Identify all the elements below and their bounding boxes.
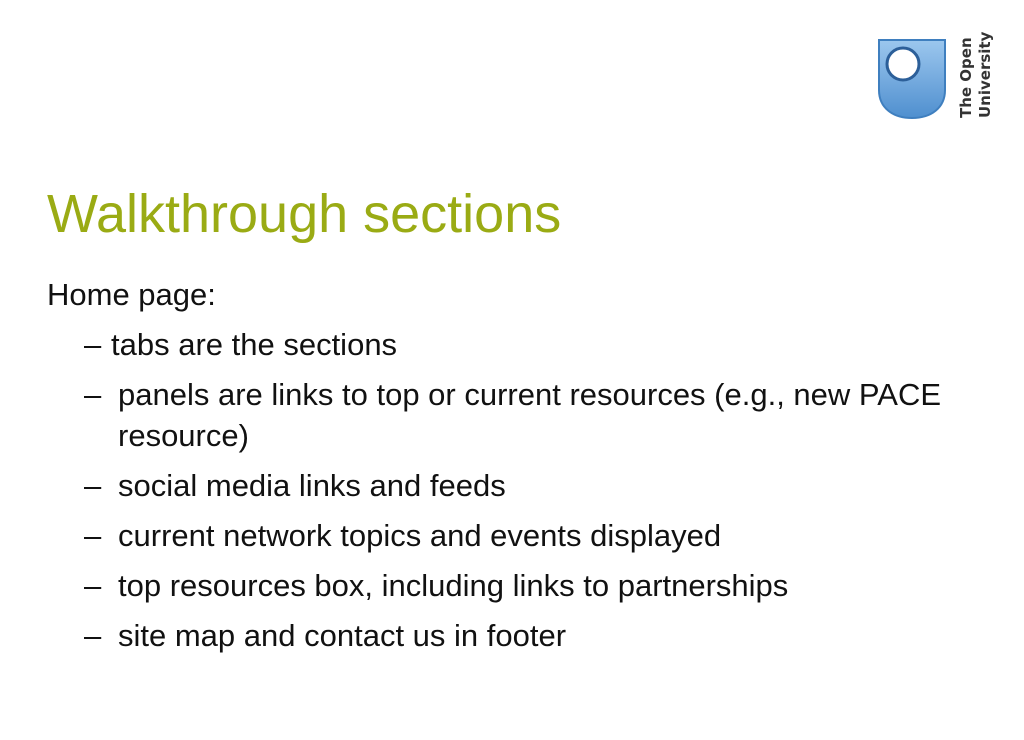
intro-text: Home page: xyxy=(47,277,216,312)
list-item xyxy=(84,324,984,365)
slide-title: Walkthrough sections xyxy=(47,184,562,244)
list-item xyxy=(84,615,984,656)
open-university-logo xyxy=(877,31,997,122)
logo-text-line2: University xyxy=(976,31,994,118)
list-item xyxy=(84,565,984,606)
bullet-list xyxy=(84,324,984,665)
list-item xyxy=(84,515,984,556)
bullet-text: tabs are the sections xyxy=(111,327,398,362)
dash-marker: – xyxy=(84,618,102,653)
bullet-text: social media links and feeds xyxy=(118,468,506,503)
bullet-text: top resources box, including links to partnerships xyxy=(118,568,789,603)
list-item xyxy=(84,465,984,506)
dash-marker: – xyxy=(84,377,102,412)
bullet-text: panels are links to top or current resources (e.g., new PACE resource) xyxy=(118,377,942,453)
dash-marker: – xyxy=(84,518,102,553)
bullet-text: current network topics and events displayed xyxy=(118,518,722,553)
shield-icon xyxy=(877,38,947,120)
dash-marker: – xyxy=(84,327,102,362)
bullet-text: site map and contact us in footer xyxy=(118,618,567,653)
dash-marker: – xyxy=(84,568,102,603)
logo-wordmark xyxy=(953,31,997,122)
logo-text-line1: The Open xyxy=(957,37,975,118)
dash-marker: – xyxy=(84,468,102,503)
list-item xyxy=(84,374,984,456)
